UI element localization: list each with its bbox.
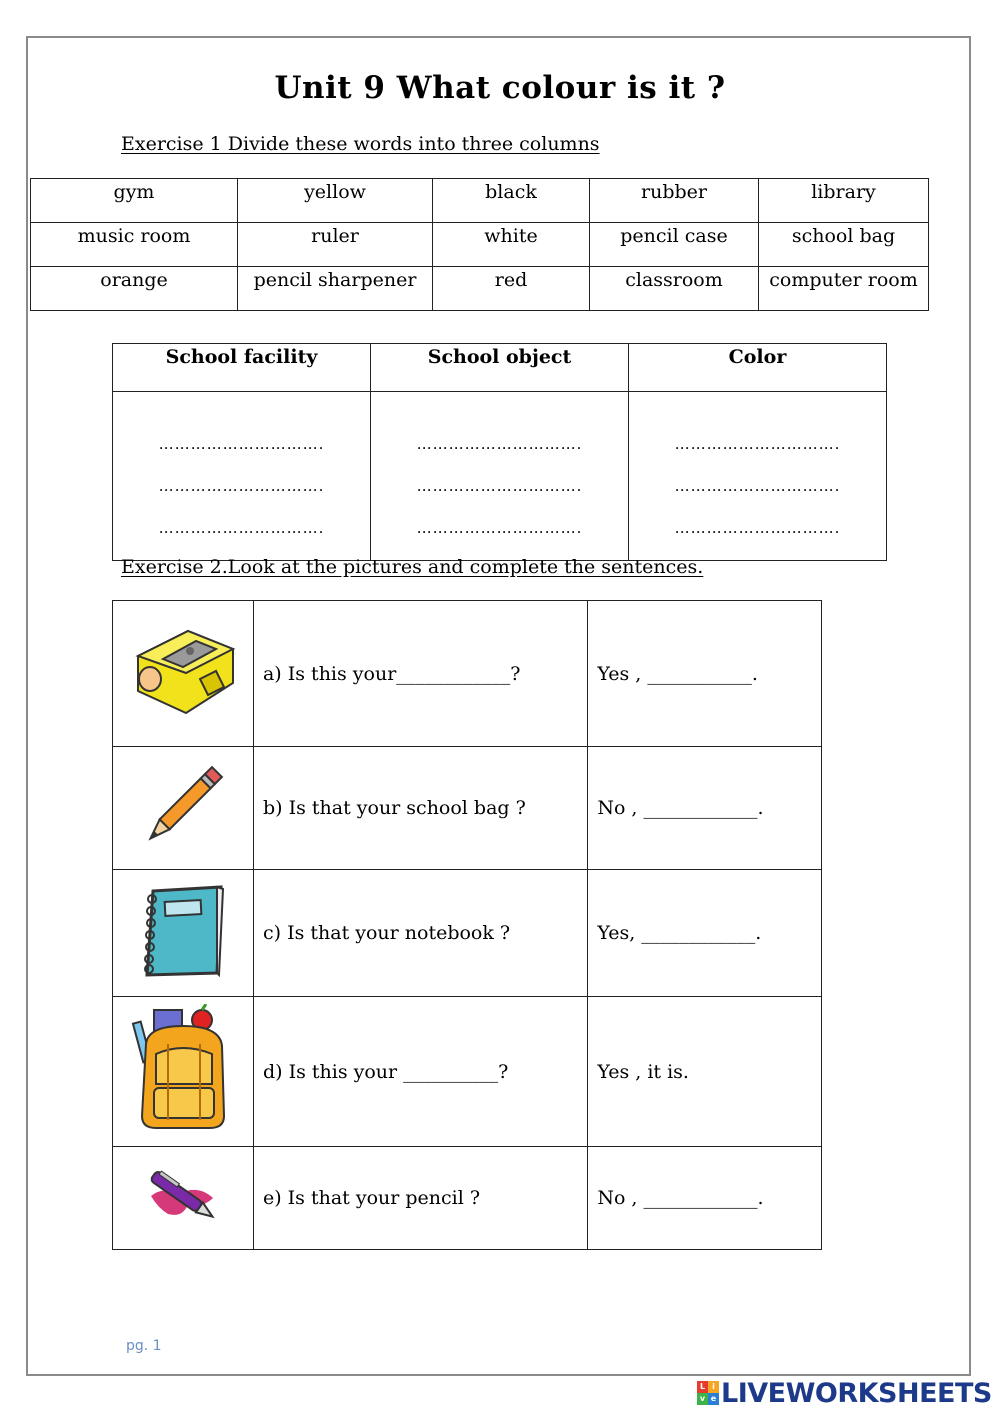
word-cell: orange [31, 267, 238, 311]
answer-cell[interactable]: No , ____________. [588, 747, 822, 870]
answer-blank[interactable]: …………………………. [158, 435, 325, 453]
school-bag-icon [128, 1004, 238, 1134]
answer-cell[interactable]: Yes, ____________. [588, 870, 822, 997]
picture-cell [113, 747, 254, 870]
table-row [113, 1147, 822, 1250]
answer-blank[interactable]: …………………………. [674, 519, 841, 537]
question-cell: d) Is this your __________? [253, 997, 587, 1147]
picture-cell [113, 601, 254, 747]
liveworksheets-logo[interactable] [697, 1377, 992, 1409]
answer-blank[interactable]: …………………………. [416, 477, 583, 495]
page-number: pg. 1 [126, 1338, 162, 1354]
word-cell: school bag [759, 223, 929, 267]
exercise1-heading: Exercise 1 Divide these words into three columns [121, 133, 600, 155]
question-cell: c) Is that your notebook ? [253, 870, 587, 997]
answer-blank[interactable]: …………………………. [416, 519, 583, 537]
picture-cell [113, 870, 254, 997]
page-title: Unit 9 What colour is it ? [274, 70, 726, 106]
answer-blank[interactable]: …………………………. [158, 519, 325, 537]
word-cell: black [433, 179, 590, 223]
table-row [31, 267, 929, 311]
picture-cell [113, 1147, 254, 1250]
word-cell: gym [31, 179, 238, 223]
logo-mark-icon: L i v e [697, 1381, 719, 1405]
answer-blank[interactable]: …………………………. [674, 477, 841, 495]
answer-blank[interactable]: …………………………. [674, 435, 841, 453]
answer-cell[interactable]: No , ____________. [588, 1147, 822, 1250]
word-cell: rubber [590, 179, 759, 223]
header-school-facility: School facility [113, 344, 371, 392]
exercise2-table [112, 600, 822, 1250]
word-cell: music room [31, 223, 238, 267]
logo-text: LIVEWORKSHEETS [721, 1377, 992, 1409]
table-row [113, 747, 822, 870]
answer-cell: Yes , it is. [588, 997, 822, 1147]
notebook-icon [133, 881, 233, 981]
table-row [31, 179, 929, 223]
facility-answer-area[interactable] [113, 392, 371, 561]
table-row [113, 392, 887, 561]
word-cell: computer room [759, 267, 929, 311]
question-cell: a) Is this your____________? [253, 601, 587, 747]
header-school-object: School object [371, 344, 629, 392]
table-row [113, 601, 822, 747]
header-color: Color [629, 344, 887, 392]
word-cell: pencil case [590, 223, 759, 267]
answer-blank[interactable]: …………………………. [158, 477, 325, 495]
pen-icon [143, 1156, 223, 1236]
word-cell: classroom [590, 267, 759, 311]
word-cell: white [433, 223, 590, 267]
word-cell: red [433, 267, 590, 311]
word-cell: library [759, 179, 929, 223]
picture-cell [113, 997, 254, 1147]
table-row [113, 344, 887, 392]
question-cell: b) Is that your school bag ? [253, 747, 587, 870]
table-row [113, 870, 822, 997]
word-cell: ruler [238, 223, 433, 267]
category-table [112, 343, 887, 561]
object-answer-area[interactable] [371, 392, 629, 561]
table-row [113, 997, 822, 1147]
answer-blank[interactable]: …………………………. [416, 435, 583, 453]
word-table [30, 178, 929, 311]
color-answer-area[interactable] [629, 392, 887, 561]
word-cell: pencil sharpener [238, 267, 433, 311]
word-cell: yellow [238, 179, 433, 223]
table-row [31, 223, 929, 267]
exercise2-heading: Exercise 2.Look at the pictures and complete the sentences. [121, 556, 704, 578]
question-cell: e) Is that your pencil ? [253, 1147, 587, 1250]
pencil-icon [133, 756, 233, 856]
pencil-sharpener-icon [128, 621, 238, 721]
answer-cell[interactable]: Yes , ___________. [588, 601, 822, 747]
